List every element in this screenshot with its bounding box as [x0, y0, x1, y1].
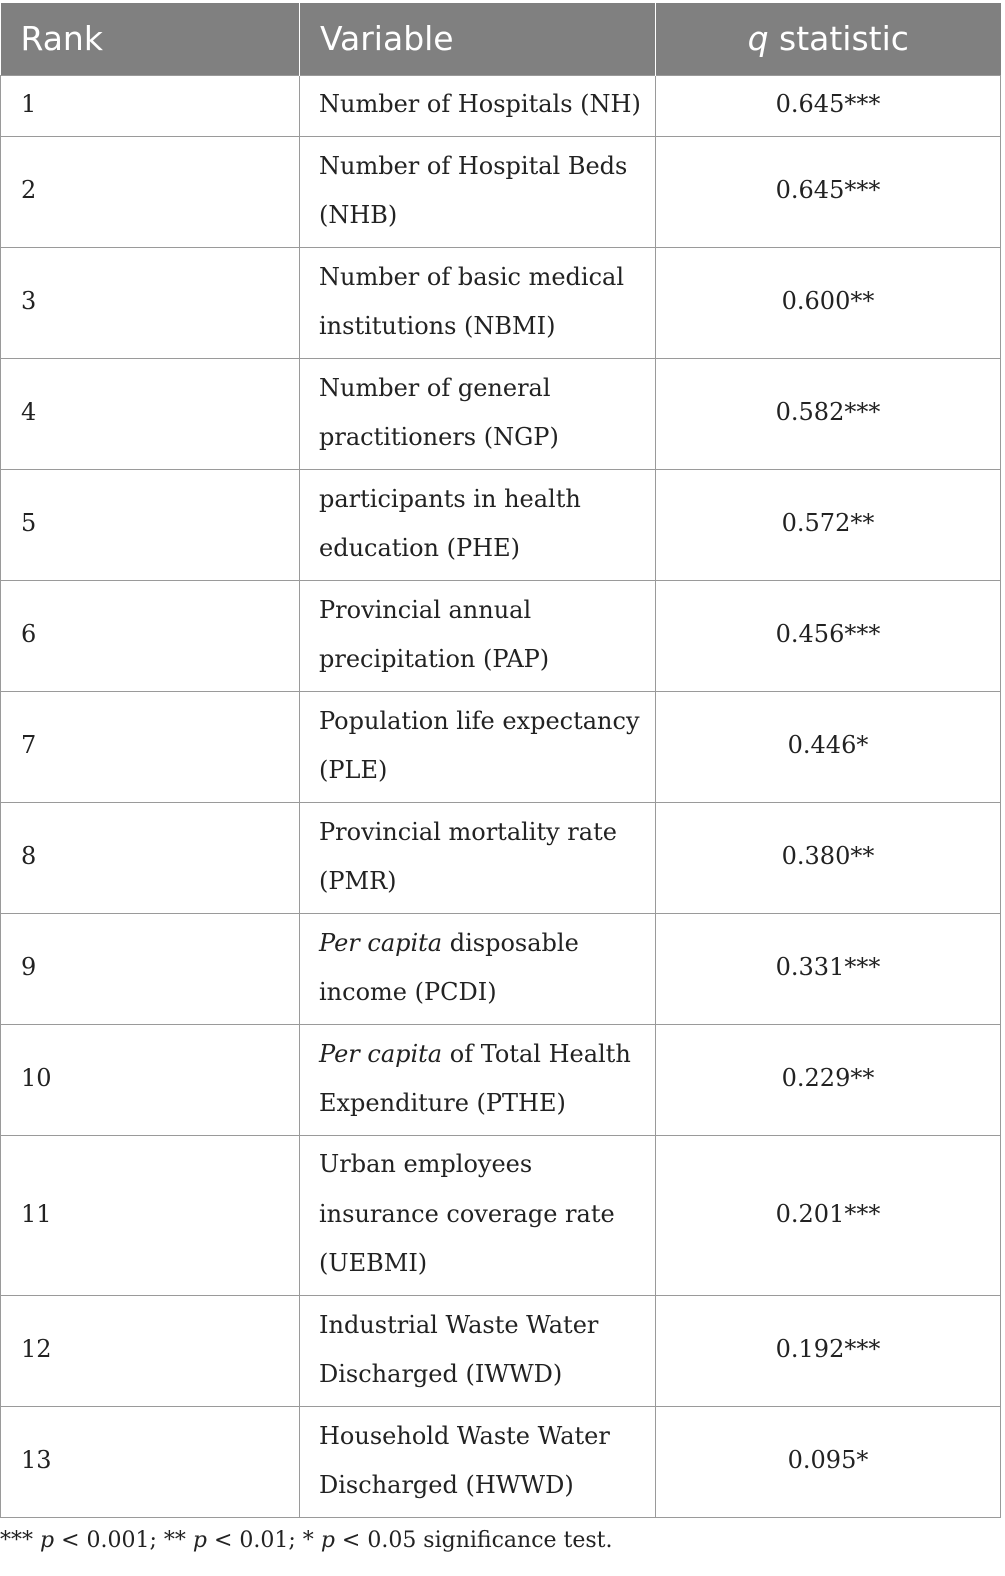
variable-cell: Provincial annual precipitation (PAP) — [300, 580, 656, 691]
table-row — [1, 913, 1001, 1024]
variable-cell — [300, 1024, 656, 1135]
footnote-p-symbol: p — [192, 1528, 207, 1553]
rank-cell: 5 — [1, 469, 300, 580]
footnote-part: < 0.001; ** — [54, 1528, 193, 1553]
table-row — [1, 802, 1001, 913]
variable-italic-prefix: Per capita — [319, 1039, 443, 1068]
rank-cell: 12 — [1, 1295, 300, 1406]
table-row — [1, 75, 1001, 136]
q-value-cell: 0.229** — [656, 1024, 1001, 1135]
footnote-part: *** — [0, 1528, 40, 1553]
results-table — [0, 3, 1001, 1518]
footnote-part: < 0.01; * — [207, 1528, 321, 1553]
variable-cell: Population life expectancy (PLE) — [300, 691, 656, 802]
variable-cell: Industrial Waste Water Discharged (IWWD) — [300, 1295, 656, 1406]
q-value-cell: 0.456*** — [656, 580, 1001, 691]
header-row — [1, 3, 1001, 75]
q-value-cell: 0.572** — [656, 469, 1001, 580]
rank-cell: 1 — [1, 75, 300, 136]
significance-footnote — [0, 1528, 613, 1553]
q-value-cell: 0.095* — [656, 1406, 1001, 1517]
rank-cell: 8 — [1, 802, 300, 913]
variable-cell: Household Waste Water Discharged (HWWD) — [300, 1406, 656, 1517]
footnote-part: < 0.05 significance test. — [334, 1528, 613, 1553]
table-row — [1, 1295, 1001, 1406]
variable-cell: participants in health education (PHE) — [300, 469, 656, 580]
q-value-cell: 0.201*** — [656, 1135, 1001, 1295]
table-row — [1, 358, 1001, 469]
header-rank: Rank — [1, 3, 300, 75]
variable-cell: Number of general practitioners (NGP) — [300, 358, 656, 469]
rank-cell: 6 — [1, 580, 300, 691]
footnote-p-symbol: p — [40, 1528, 55, 1553]
header-q-statistic — [656, 3, 1001, 75]
table-row — [1, 691, 1001, 802]
variable-cell — [300, 913, 656, 1024]
q-value-cell: 0.645*** — [656, 75, 1001, 136]
header-q-label: statistic — [768, 19, 909, 59]
header-q-symbol: q — [747, 19, 769, 59]
rank-cell: 2 — [1, 136, 300, 247]
header-variable: Variable — [300, 3, 656, 75]
variable-cell: Number of Hospitals (NH) — [300, 75, 656, 136]
q-value-cell: 0.446* — [656, 691, 1001, 802]
rank-cell: 3 — [1, 247, 300, 358]
variable-text: of Total Health Expenditure (PTHE) — [319, 1039, 631, 1117]
table-row — [1, 1135, 1001, 1295]
table-row — [1, 247, 1001, 358]
variable-text: disposable income (PCDI) — [319, 928, 579, 1006]
rank-cell: 10 — [1, 1024, 300, 1135]
rank-cell: 13 — [1, 1406, 300, 1517]
q-value-cell: 0.600** — [656, 247, 1001, 358]
q-value-cell: 0.331*** — [656, 913, 1001, 1024]
variable-italic-prefix: Per capita — [319, 928, 443, 957]
table-row — [1, 1024, 1001, 1135]
table-row — [1, 580, 1001, 691]
variable-cell: Provincial mortality rate (PMR) — [300, 802, 656, 913]
rank-cell: 4 — [1, 358, 300, 469]
variable-cell: Urban employees insurance coverage rate (UEBMI) — [300, 1135, 656, 1295]
q-value-cell: 0.645*** — [656, 136, 1001, 247]
rank-cell: 9 — [1, 913, 300, 1024]
q-value-cell: 0.582*** — [656, 358, 1001, 469]
footnote-p-symbol: p — [320, 1528, 335, 1553]
q-value-cell: 0.192*** — [656, 1295, 1001, 1406]
table-row — [1, 469, 1001, 580]
q-value-cell: 0.380** — [656, 802, 1001, 913]
rank-cell: 7 — [1, 691, 300, 802]
variable-cell: Number of basic medical institutions (NBMI) — [300, 247, 656, 358]
rank-cell: 11 — [1, 1135, 300, 1295]
table-row — [1, 136, 1001, 247]
table-row — [1, 1406, 1001, 1517]
variable-cell: Number of Hospital Beds (NHB) — [300, 136, 656, 247]
